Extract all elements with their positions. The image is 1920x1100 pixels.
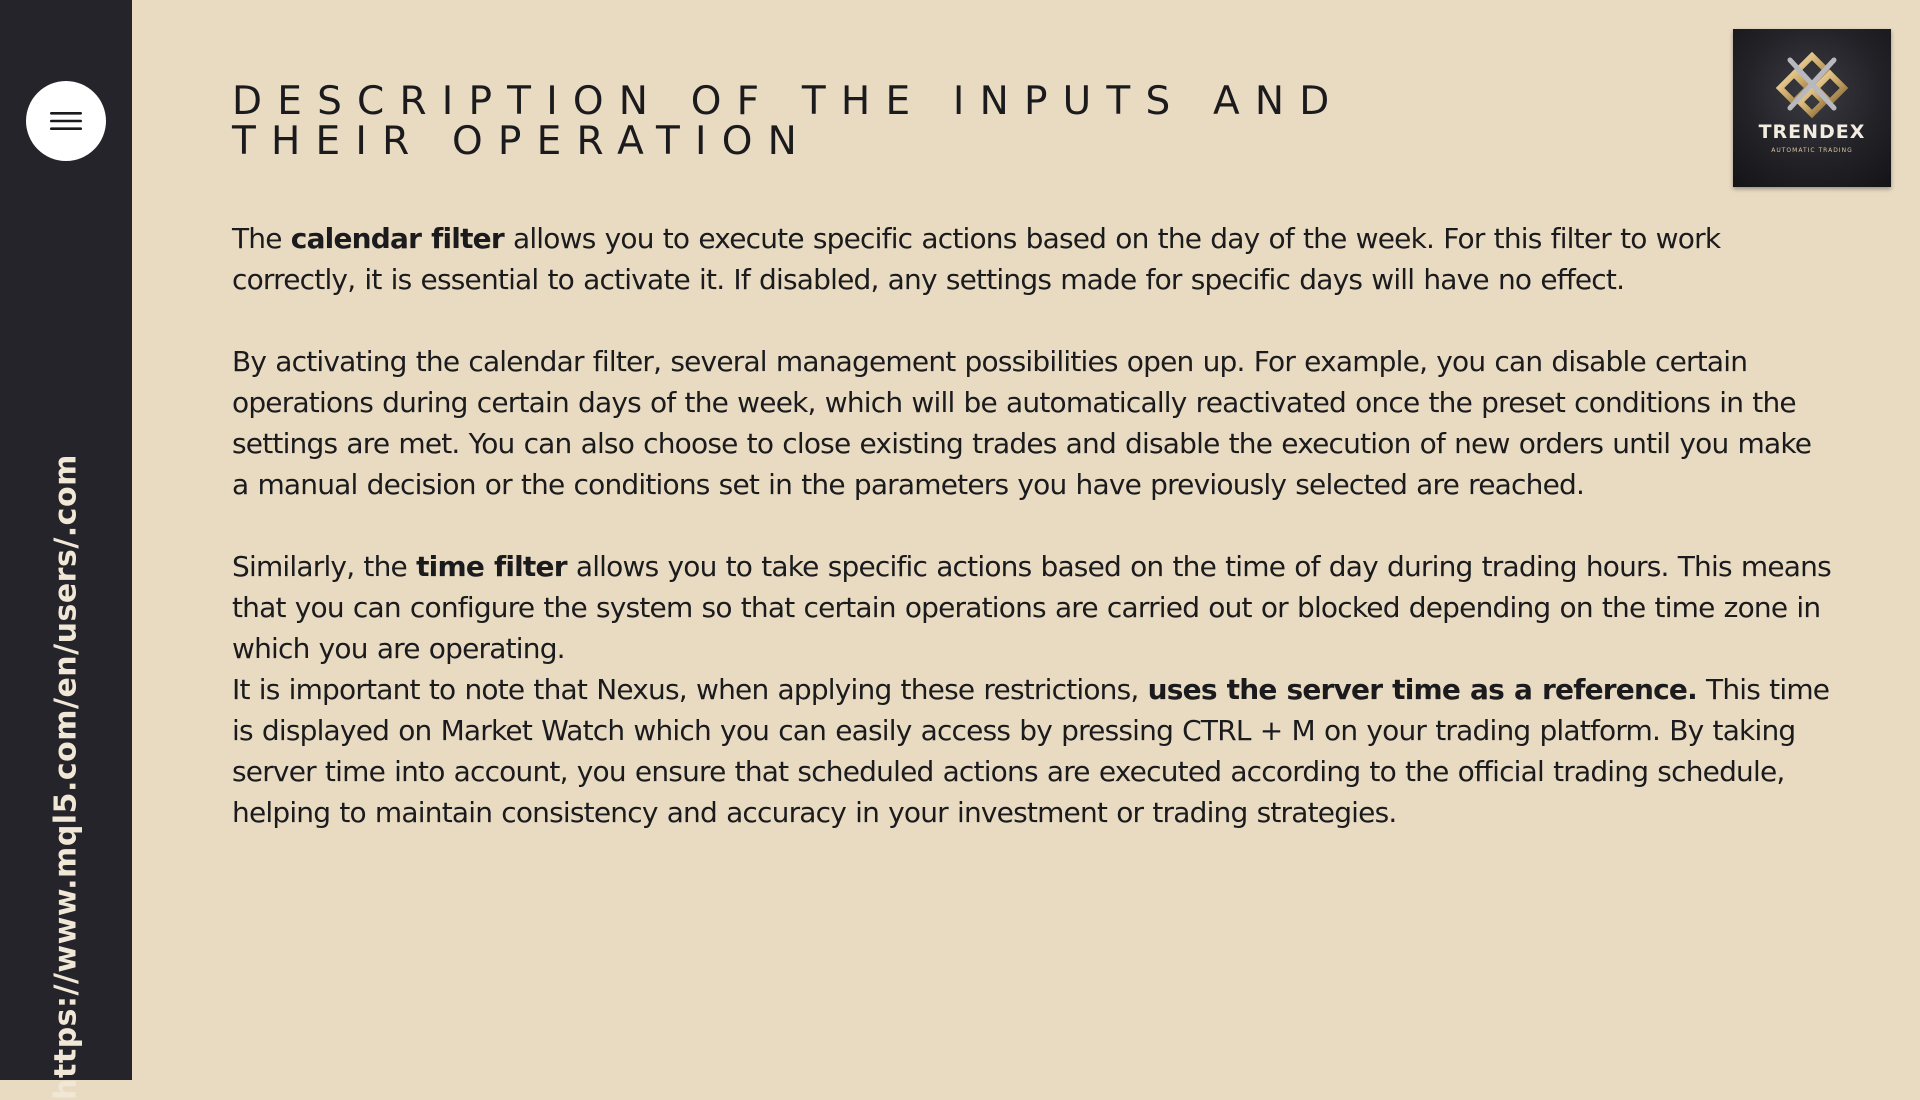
sidebar: [0, 0, 132, 1100]
text-segment: Similarly, the: [232, 550, 417, 583]
page-title-line-2: THEIR OPERATION: [232, 119, 813, 164]
calendar-activation-paragraph: By activating the calendar filter, several management possibilities open up. For example, you can disable certain operations during certain days of the week, which will be automatically reactivated once the preset conditions in the settings are met. You can also choose to close existing trades and disable the execution of new orders until you make a manual decision or the conditions set in the parameters you have previously selected are reached.: [232, 345, 1812, 501]
time-filter-term: time filter: [416, 550, 567, 583]
calendar-filter-term: calendar filter: [290, 222, 504, 255]
page-title-line-1: DESCRIPTION OF THE INPUTS AND: [232, 79, 1345, 124]
logo-tagline: AUTOMATIC TRADING: [1771, 147, 1853, 154]
text-segment: It is important to note that Nexus, when applying these restrictions,: [232, 673, 1148, 706]
logo-name: TRENDEX: [1758, 121, 1866, 143]
text-segment: allows you to execute specific actions based on the day of the week. For this filter to work correctly, it is essential to activate it. If disabled, any settings made for specific days will have no effect.: [232, 222, 1721, 296]
text-segment: allows you to take specific actions based on the time of day during trading hours. This means that you can configure the system so that certain operations are carried out or blocked depending on the time zone in which you are operating.: [232, 550, 1831, 665]
sidebar-url[interactable]: https://www.mql5.com/en/users/.com: [48, 454, 84, 1100]
menu-button[interactable]: [26, 81, 106, 161]
time-filter-paragraph: [232, 546, 1832, 833]
main-content: [232, 79, 1832, 833]
text-segment: The: [232, 222, 291, 255]
hamburger-menu-icon: [50, 109, 82, 133]
text-segment: This time is displayed on Market Watch which you can easily access by pressing CTRL + M on your trading platform. By taking server time into account, you ensure that scheduled actions are executed according to the official trading schedule, helping to maintain consistency and accuracy in your investment or trading strategies.: [232, 673, 1830, 829]
calendar-filter-paragraph: [232, 218, 1832, 300]
server-time-note: uses the server time as a reference.: [1147, 673, 1697, 706]
page-title: [232, 79, 1832, 164]
